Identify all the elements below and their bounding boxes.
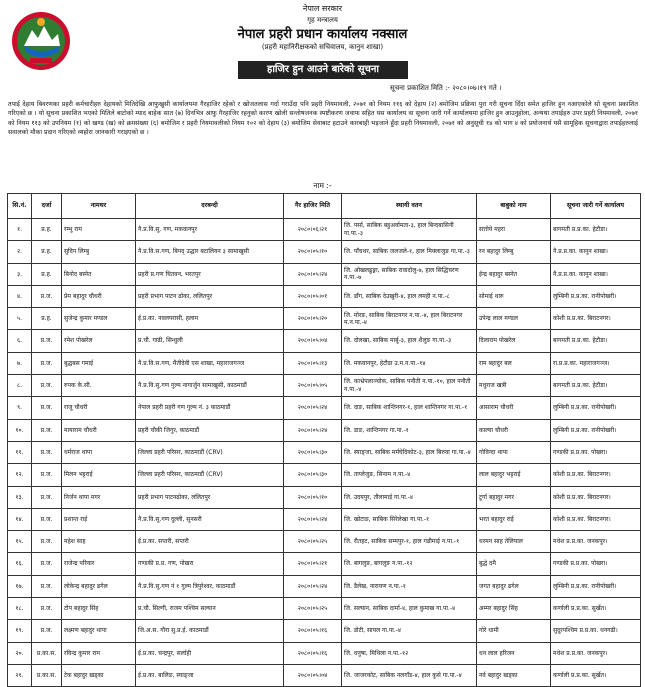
cell-name: मायाराम चौधरी <box>62 419 136 441</box>
cell-absent-date: २०८०।०६।२१ <box>284 219 342 241</box>
cell-issuing-office: मधेश प्र.प्र.का. जनकपुर। <box>551 531 641 553</box>
cell-absent-date: २०८०।०५।२० <box>284 308 342 330</box>
cell-address: जि. डाङ, शान्तिनगर गा.पा.-१ <box>342 419 477 441</box>
cell-address: जि. रौतहट, साबिक सम्मपुर-१, हाल गढीमाई न.पा.-१ <box>342 531 477 553</box>
cell-rank: प्र.ह. <box>32 308 62 330</box>
cell-address: जि. डैलेख, नारायण न.पा.-१ <box>342 575 477 597</box>
cell-father-name: दिलाराम पोखरेल <box>477 330 551 352</box>
cell-address: जि. उदयपुर, तौलामाई गा.पा.-४ <box>342 486 477 508</box>
cell-father-name: जगत बहादुर ढगेल <box>477 575 551 597</box>
cell-absent-date: २०८०।०५।३० <box>284 464 342 486</box>
table-header-row <box>8 194 641 219</box>
table-row <box>8 553 641 575</box>
col-header-posting: दरबन्दी <box>136 194 284 219</box>
cell-absent-date: २०८०।०५।२४ <box>284 397 342 419</box>
cell-father-name: गोविन्दा थापा <box>477 441 551 463</box>
cell-posting: ई.प्र.का. चन्द्रपुर, सर्लाही <box>136 642 284 664</box>
cell-posting: जिल्ला प्रहरी परिसर, काठमाडौं (CRV) <box>136 464 284 486</box>
cell-issuing-office: कोशी प्र.प्र.का. बिराटनगर। <box>551 486 641 508</box>
cell-sn: १५. <box>8 531 32 553</box>
col-header-name: नामथर <box>62 194 136 219</box>
cell-name: लक्ष्मण बहादुर थापा <box>62 620 136 642</box>
cell-absent-date: २०८०।०५।३० <box>284 441 342 463</box>
cell-issuing-office: लुम्बिनी प्र.प्र.का. रानीपोखरी। <box>551 285 641 307</box>
cell-issuing-office: बागमती प्र.प्र.का. हेटौडा। <box>551 330 641 352</box>
cell-name: राजु चौधरी <box>62 397 136 419</box>
cell-father-name: नर्व बहादुर खड्का <box>477 664 551 686</box>
cell-father-name: अम्मर बहादुर सिंह <box>477 598 551 620</box>
cell-father-name: राम बहादुर बल <box>477 352 551 374</box>
cell-rank: प्र.ह. <box>32 263 62 285</box>
cell-posting: नै.प्र.वि.सु.गण गुल्म नागार्जुन सामाखुसी, काठमाडौं <box>136 375 284 397</box>
cell-address: जि. बागलुङ, बागलुङ न.पा.-१२ <box>342 553 477 575</box>
col-header-address: स्थायी वतन <box>342 194 477 219</box>
cell-issuing-office: कोशी प्र.प्र.का. बिराटनगर। <box>551 464 641 486</box>
cell-address: जि. सल्यान, साबिक दार्मा-४, हाल कुमाख गा.पा.-४ <box>342 598 477 620</box>
cell-absent-date: २०८०।०५।१३ <box>284 352 342 374</box>
cell-posting: नै.प्र.वि.स.गण, बिपद् उद्धार बटालियन ३ सामाखुसी <box>136 241 284 263</box>
govt-name: नेपाल सरकार <box>302 4 343 13</box>
table-row <box>8 620 641 642</box>
col-header-issuing-office: सूचना जारी गर्ने कार्यालय <box>551 194 641 219</box>
notice-body <box>8 100 638 138</box>
cell-name: बिनोद बस्नेत <box>62 263 136 285</box>
col-header-rank: दर्जा <box>32 194 62 219</box>
cell-father-name: धरमन साह तेलियाल <box>477 531 551 553</box>
cell-sn: २०. <box>8 642 32 664</box>
cell-address: जि. डाँग, साबिक देउखुरी-४, हाल लमही न.पा.-८ <box>342 285 477 307</box>
notice-paragraph: तपाई देहाय बिवरणका प्रहरी कर्मचारीहरु देहायको मितिदेखि आफुखुसी कार्यालयमा गैरहाजिर रहेको र खोजतलास गर्दा गराउँदा पनि प्रहरी नियमावली, २०७१ को नियम ११६ को देहाय (२) बमोजिम प्रक्रिया पुरा गरी सूचना दिँदा समेत हाजिर हुन नआएकोले सो सूचना प्रकाशित गरिएको छ । यो सूचना प्रकाशित भएको मितिले बाटोको म्याद बाहेक सात (७) दिनभित्र आफु गैरहाजिर रहनुको कारण खोली सन्तोषजनक स्पष्टीकरण जवाफ सहित यस कार्यालय वा सूचना जारी गर्ने कार्यालयमा हाजिर हुन आउनुहोला, अन्यथा तपाईहरु उपर प्रहरी नियमावली, २०७१ को नियम ११३ को उपनियम (१) को खण्ड (ख) को क्रमसंख्या (६) बमोजिम र प्रहरी नियमावलीको नियम १०२ को देहाय (३) बमोजिम सेवाबाट हटाउने कारबाही भइजाने हुँदा प्रहरी नियमावली, २०७१ को अनुसूची १४ को भाग ४ को प्रयोजनार्थ यसै सामूहिक सूचनाद्वारा तपाईहरुलाई सवालको मौका प्रदान गरिएको व्यहोरा जानकारी गराइएको छ । <box>8 101 638 137</box>
table-row <box>8 441 641 463</box>
cell-sn: १४. <box>8 508 32 530</box>
table-row <box>8 375 641 397</box>
table-row <box>8 219 641 241</box>
cell-address: जि. डोटी, सायल गा.पा.-४ <box>342 620 477 642</box>
absentee-table <box>7 193 641 687</box>
cell-address: जि. मकवानपुर, हेटौडा उ.म.न.पा.-१४ <box>342 352 477 374</box>
cell-father-name: बुद्धे दमै <box>477 553 551 575</box>
cell-rank: प्र.ज. <box>32 575 62 597</box>
cell-name: सुजेन्द्र कुमार मण्डल <box>62 308 136 330</box>
cell-father-name: मधुराज खत्री <box>477 375 551 397</box>
cell-absent-date: २०८०।०५।२५ <box>284 598 342 620</box>
cell-father-name: उपेन्द्र लाल मण्डल <box>477 308 551 330</box>
cell-father-name: भरत बहादुर राई <box>477 508 551 530</box>
cell-address: जि. दोलखा, साबिक मार्बु-३, हाल शैलुङ गा.पा.-३ <box>342 330 477 352</box>
cell-posting: प्र.चौ. गाढी, सिन्धुली <box>136 330 284 352</box>
cell-absent-date: २०८०।०५।२४ <box>284 575 342 597</box>
table-row <box>8 308 641 330</box>
cell-rank: प्र.ज. <box>32 486 62 508</box>
cell-sn: १. <box>8 219 32 241</box>
cell-rank: प्र.ज. <box>32 598 62 620</box>
cell-absent-date: २०८०।०५।१० <box>284 241 342 263</box>
cell-address: जि. खोटाङ, साबिक सिरेलेखा गा.पा.-१ <box>342 508 477 530</box>
cell-absent-date: २०८०।०५।१६ <box>284 620 342 642</box>
cell-rank: प्र.का.स. <box>32 664 62 686</box>
cell-issuing-office: नै.प्र.प्र.का. कानुन शाखा। <box>551 241 641 263</box>
notice-title: हाजिर हुन आउने बारेको सूचना <box>238 61 408 79</box>
cell-issuing-office: बागमती प्र.प्र.का. हेटौडा। <box>551 375 641 397</box>
table-row <box>8 575 641 597</box>
table-row <box>8 464 641 486</box>
cell-issuing-office: गण्डकी प्र.प्र.का. पोखरा। <box>551 441 641 463</box>
cell-name: लोकेन्द्र बहादुर ढगेल <box>62 575 136 597</box>
cell-name: धर्मराज थापा <box>62 441 136 463</box>
cell-sn: १९. <box>8 620 32 642</box>
cell-address: जि. जाजरकोट, साबिक नलगाँड-४, हाल कुसे गा.पा.-४ <box>342 664 477 686</box>
table-row <box>8 419 641 441</box>
department-name: (प्रहरी महानिरीक्षकको सचिवालय, कानुन शाखा) <box>261 43 384 51</box>
table-row <box>8 598 641 620</box>
cell-name: टोप बहादुर सिंह <box>62 598 136 620</box>
cell-issuing-office: नै.प्र.प्र.का. कानुन शाखा। <box>551 263 641 285</box>
cell-address: जि. ओखलढुङ्गा, साबिक रावादोलु-७, हाल सिद्धिचरण न.पा.-७ <box>342 263 477 285</box>
cell-address: जि. काभ्रेपलाञ्चोक, साबिक पनौती न.पा.-१०, हाल पनौती न.पा.-४ <box>342 375 477 397</box>
cell-absent-date: २०८०।०५।१० <box>284 486 342 508</box>
cell-rank: प्र.ह. <box>32 219 62 241</box>
cell-address: जि. पर्सा, साबिक बहुअर्वामता-३, हाल बिन्दबासिनी गा.पा.-३ <box>342 219 477 241</box>
cell-address: जि. पाँचथर, साबिक जलजले-१, हाल मिक्लाजुङ गा.पा.-३ <box>342 241 477 263</box>
cell-sn: ४. <box>8 285 32 307</box>
cell-rank: प्र.का.स. <box>32 642 62 664</box>
ministry-name: गृह मन्त्रालय <box>307 16 338 24</box>
cell-father-name: काल्या चौधरी <box>477 419 551 441</box>
cell-father-name: धन लाल हरिजन <box>477 642 551 664</box>
cell-rank: प्र.ज. <box>32 419 62 441</box>
cell-issuing-office: लुम्बिनी प्र.प्र.का. रानीपोखरी। <box>551 419 641 441</box>
cell-rank: प्र.ज. <box>32 375 62 397</box>
cell-posting: नै.प्र.वि.सु.गण दुल्ली, सुनसरी <box>136 508 284 530</box>
cell-rank: प्र.ज. <box>32 285 62 307</box>
cell-rank: प्र.ज. <box>32 508 62 530</box>
cell-posting: प्रहरी प्रभाग पाटनढोका, ललितपुर <box>136 486 284 508</box>
table-row <box>8 508 641 530</box>
cell-posting: ई.प्र.का. सप्तरी, सप्तरी <box>136 531 284 553</box>
cell-absent-date: २०८०।०५।१६ <box>284 642 342 664</box>
table-row <box>8 486 641 508</box>
cell-posting: नेपाल प्रहरी प्रहरी गण गुल्म नं. ३ काठमाडौं <box>136 397 284 419</box>
cell-absent-date: २०८०।०५।०४ <box>284 664 342 686</box>
cell-father-name: सोमाई थारु <box>477 285 551 307</box>
table-row <box>8 285 641 307</box>
cell-rank: प्र.ज. <box>32 553 62 575</box>
cell-rank: प्र.ज. <box>32 441 62 463</box>
cell-name: रमेश पोखरेल <box>62 330 136 352</box>
cell-name: रविन्द्र कुमार राम <box>62 642 136 664</box>
cell-sn: ६. <box>8 330 32 352</box>
col-header-absent-date: गैर हाजिर मिति <box>284 194 342 219</box>
cell-posting: प्र.चौ. सिल्गी, राजम पश्चिम सल्यान <box>136 598 284 620</box>
cell-sn: ३. <box>8 263 32 285</box>
cell-issuing-office: कोशी प्र.प्र.का. बिराटनगर। <box>551 308 641 330</box>
cell-name: महेश साह <box>62 531 136 553</box>
cell-sn: १७. <box>8 575 32 597</box>
cell-issuing-office: रा.प्र.प्र.का. महाराजगञ्ज। <box>551 352 641 374</box>
cell-name: रुपक के.सी. <box>62 375 136 397</box>
table-row <box>8 263 641 285</box>
cell-posting: गण्डकी प्र.प्र. गण, पोखरा <box>136 553 284 575</box>
cell-absent-date: २०८०।०५।२५ <box>284 531 342 553</box>
cell-name: प्रशान्त राई <box>62 508 136 530</box>
cell-sn: ९. <box>8 397 32 419</box>
cell-posting: ई.प्र.का. नवलपरासी, हलाम <box>136 308 284 330</box>
cell-posting: नै.प्र.वि.सु. गण, मकवानपुर <box>136 219 284 241</box>
cell-father-name: रन बहादुर लिम्बु <box>477 241 551 263</box>
cell-name: सुदिप लिम्बु <box>62 241 136 263</box>
cell-posting: नै.प्र.वि.स.गण, मैतीदेवी एस शाखा, महाराजगञ्ज <box>136 352 284 374</box>
cell-issuing-office: लुम्बिनी प्र.प्र.का. रानीपोखरी। <box>551 397 641 419</box>
cell-address: जि. धनुषा, मिथिला न.पा.-१२ <box>342 642 477 664</box>
cell-address: जि. मोरङ, साबिक बिराटनगर न.पा.-४, हाल बिराटनगर म.न.पा.-४ <box>342 308 477 330</box>
table-row <box>8 352 641 374</box>
cell-name: बुद्धबस गमाई <box>62 352 136 374</box>
cell-father-name: ईन्द्र बहादुर बस्नेत <box>477 263 551 285</box>
cell-issuing-office: कर्णाली प्र.प्र.का. सुर्खेत। <box>551 664 641 686</box>
cell-posting: जिल्ला प्रहरी परिसर, काठमाडौं (CRV) <box>136 441 284 463</box>
cell-name: टेक बहादुर खड्का <box>62 664 136 686</box>
cell-absent-date: २०८०।०५।२४ <box>284 508 342 530</box>
cell-sn: १८. <box>8 598 32 620</box>
cell-sn: २. <box>8 241 32 263</box>
cell-name: प्रेम बहादुर चौधरी <box>62 285 136 307</box>
cell-posting: ई.प्र.का. बालिङ, स्याङ्जा <box>136 664 284 686</box>
cell-issuing-office: सुदूरपश्चिम प्र.प्र.का. धनगढी। <box>551 620 641 642</box>
cell-issuing-office: कोशी प्र.प्र.का. बिराटनगर। <box>551 508 641 530</box>
office-name: नेपाल प्रहरी प्रधान कार्यालय नक्साल <box>237 27 408 42</box>
cell-sn: १६. <box>8 553 32 575</box>
cell-name: मिलन भट्टराई <box>62 464 136 486</box>
cell-absent-date: २०८०।०५।०५ <box>284 375 342 397</box>
cell-sn: ११. <box>8 441 32 463</box>
cell-address: जि. दाङ, साबिक शान्तिनगर-१, हाल शान्तिनगर गा.पा.-१ <box>342 397 477 419</box>
cell-name: निर्जन थापा मगर <box>62 486 136 508</box>
cell-sn: २१. <box>8 664 32 686</box>
cell-rank: प्र.ज. <box>32 464 62 486</box>
table-row <box>8 642 641 664</box>
cell-father-name: आसाराम चौधरी <box>477 397 551 419</box>
table-row <box>8 241 641 263</box>
cell-address: जि. ताप्लेजुङ, सिनाम न.पा.-४ <box>342 464 477 486</box>
cell-absent-date: २०८०।०५।२१ <box>284 553 342 575</box>
cell-name: राजेन्द्र परियार <box>62 553 136 575</box>
cell-absent-date: २०८०।०५।२४ <box>284 419 342 441</box>
cell-issuing-office: बागमती प्र.प्र.का. हेटौडा। <box>551 219 641 241</box>
table-row <box>8 330 641 352</box>
cell-posting: नै.प्र.वि.सु.गण नं १ गुल्म त्रिपुरेश्वर, काठमाडौं <box>136 575 284 597</box>
table-row <box>8 531 641 553</box>
col-header-sn: सि.नं. <box>8 194 32 219</box>
cell-name: रम्भु राम <box>62 219 136 241</box>
cell-rank: प्र.ज. <box>32 352 62 374</box>
cell-sn: १२. <box>8 464 32 486</box>
table-row <box>8 664 641 686</box>
cell-absent-date: २०८०।०५।०१ <box>284 285 342 307</box>
cell-posting: प्रहरी प्रभाग पाटन ढोका, ललितपुर <box>136 285 284 307</box>
cell-father-name: गोरे धामी <box>477 620 551 642</box>
cell-posting: जि.अ.स. गौरा सु.प्र.ई. काठमाडौं <box>136 620 284 642</box>
cell-sn: ५. <box>8 308 32 330</box>
notice-header <box>0 0 645 95</box>
cell-posting: प्रहरी चौकी जिगुर, काठमाडौं <box>136 419 284 441</box>
cell-issuing-office: कर्णाली प्र.प्र.का. सुर्खेत। <box>551 598 641 620</box>
cell-absent-date: २०८०।०५।०४ <box>284 330 342 352</box>
cell-absent-date: २०८०।०५।२४ <box>284 263 342 285</box>
list-heading: नाम :- <box>313 181 332 190</box>
col-header-father-name: बाबुको नाम <box>477 194 551 219</box>
cell-father-name: सत्तोये महरा <box>477 219 551 241</box>
cell-father-name: लाल बहादुर भट्टराई <box>477 464 551 486</box>
cell-address: जि. स्याङ्जा, साबिक मर्मघेदिकोट-३, हाल बिरुवा गा.पा.-४ <box>342 441 477 463</box>
cell-sn: ८. <box>8 375 32 397</box>
cell-sn: ७. <box>8 352 32 374</box>
cell-issuing-office: लुम्बिनी प्र.प्र.का. रानीपोखरी। <box>551 575 641 597</box>
cell-issuing-office: मधेश प्र.प्र.का. जनकपुर। <box>551 642 641 664</box>
cell-sn: १०. <box>8 419 32 441</box>
cell-rank: प्र.ज. <box>32 531 62 553</box>
cell-issuing-office: गण्डकी प्र.प्र.का. पोखरा। <box>551 553 641 575</box>
cell-rank: प्र.ज. <box>32 330 62 352</box>
table-row <box>8 397 641 419</box>
cell-father-name: टुर्गा बहादुर मगर <box>477 486 551 508</box>
cell-rank: प्र.ज. <box>32 397 62 419</box>
cell-sn: १३. <box>8 486 32 508</box>
cell-rank: प्र.ज. <box>32 620 62 642</box>
cell-rank: प्र.ह. <box>32 241 62 263</box>
cell-posting: प्रहरी प्र.गण चितवन, भरतपुर <box>136 263 284 285</box>
publish-date: सूचना प्रकाशित मिति :- २०८०।०७।१९ गते । <box>390 84 502 92</box>
